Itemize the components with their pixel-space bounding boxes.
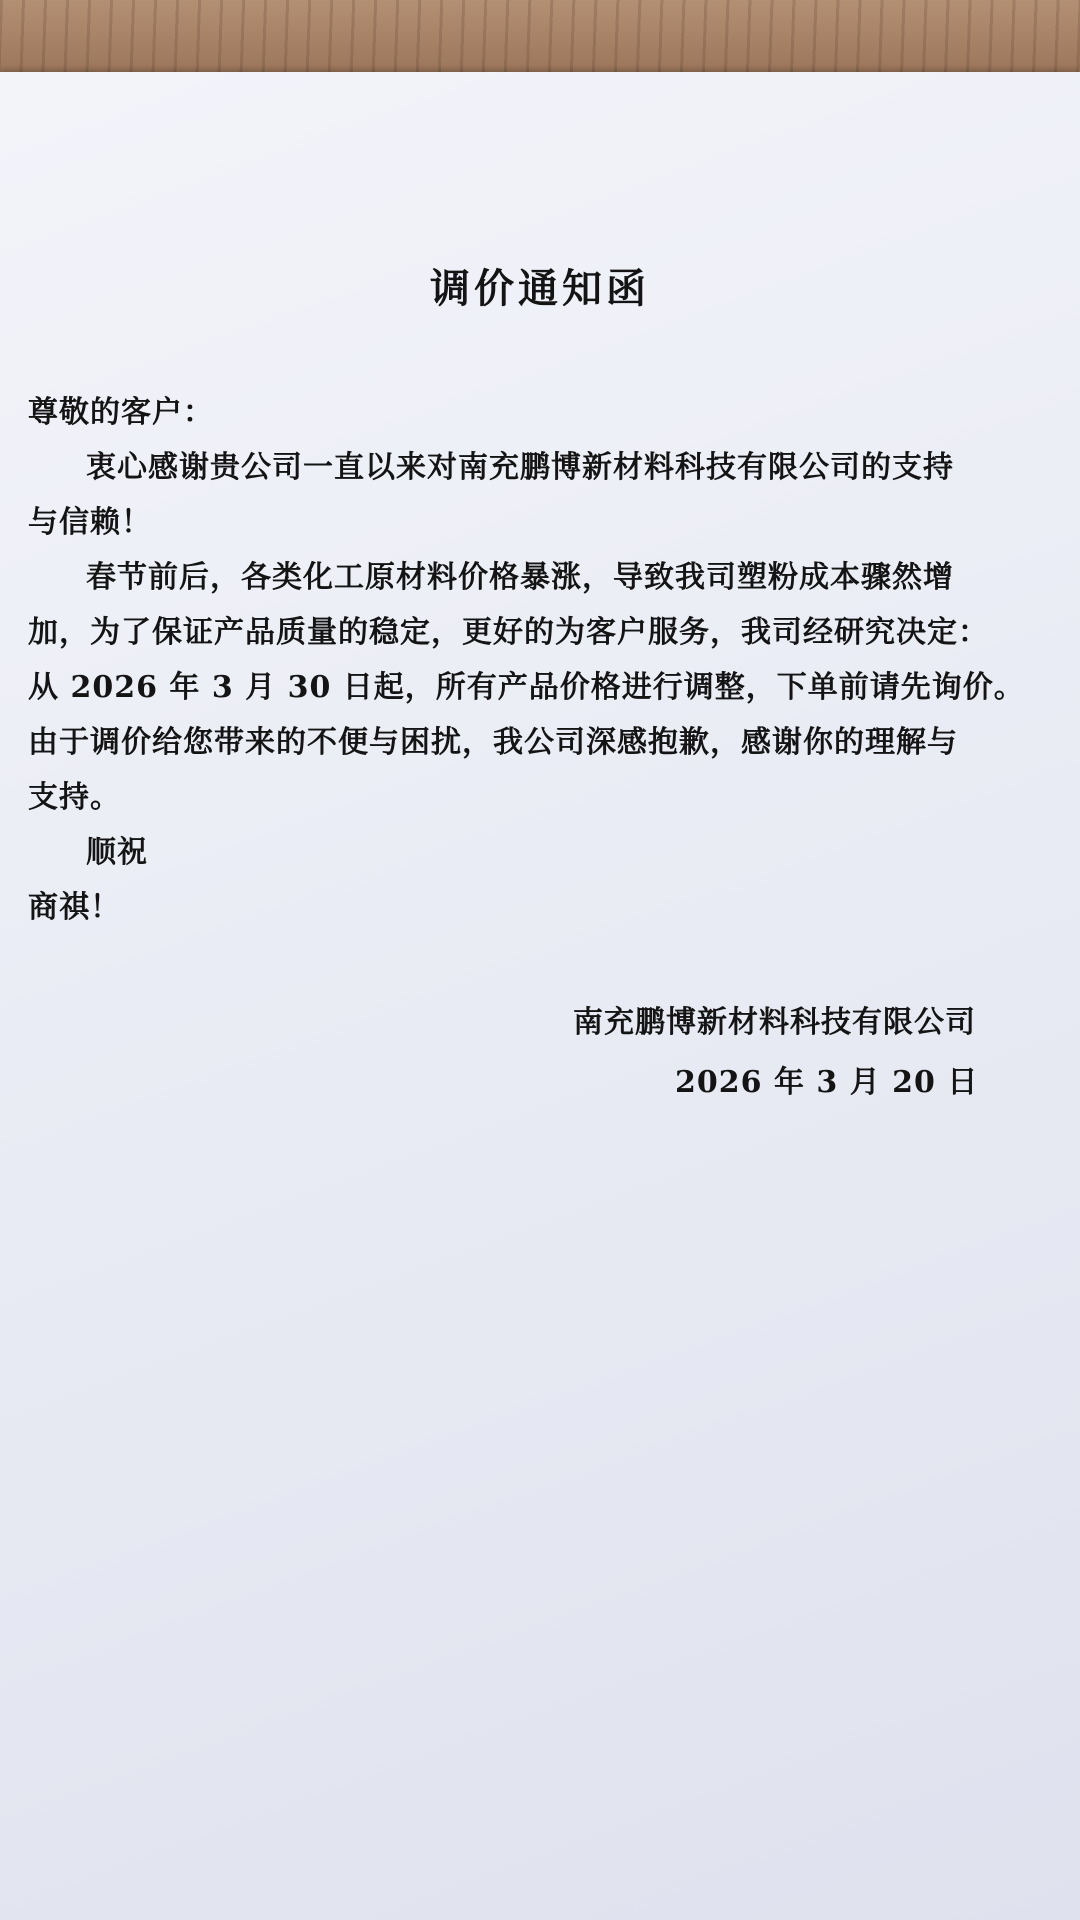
letter-body-line: 春节前后，各类化工原材料价格暴涨，导致我司塑粉成本骤然增: [86, 560, 954, 595]
letter-body-line: 衷心感谢贵公司一直以来对南充鹏博新材料科技有限公司的支持: [86, 450, 954, 485]
letter-closing: 顺祝: [86, 835, 148, 870]
signature-date: 2026 年 3 月 20 日: [675, 1065, 979, 1100]
letter-salutation: 尊敬的客户：: [28, 395, 214, 430]
letter-sheet: [0, 72, 1080, 1920]
letter-body-line: 与信赖！: [28, 505, 152, 540]
letter-body-line: 从 2026 年 3 月 30 日起，所有产品价格进行调整，下单前请先询价。: [28, 670, 1025, 705]
letter-body-line: 加，为了保证产品质量的稳定，更好的为客户服务，我司经研究决定：: [28, 615, 989, 650]
letter-body-line: 由于调价给您带来的不便与困扰，我公司深感抱歉，感谢你的理解与: [28, 725, 958, 760]
letter-body-line: 支持。: [28, 780, 121, 815]
letter-title: 调价通知函: [430, 265, 650, 312]
signature-company: 南充鹏博新材料科技有限公司: [573, 1005, 976, 1040]
letter-closing-wish: 商祺！: [28, 890, 121, 925]
